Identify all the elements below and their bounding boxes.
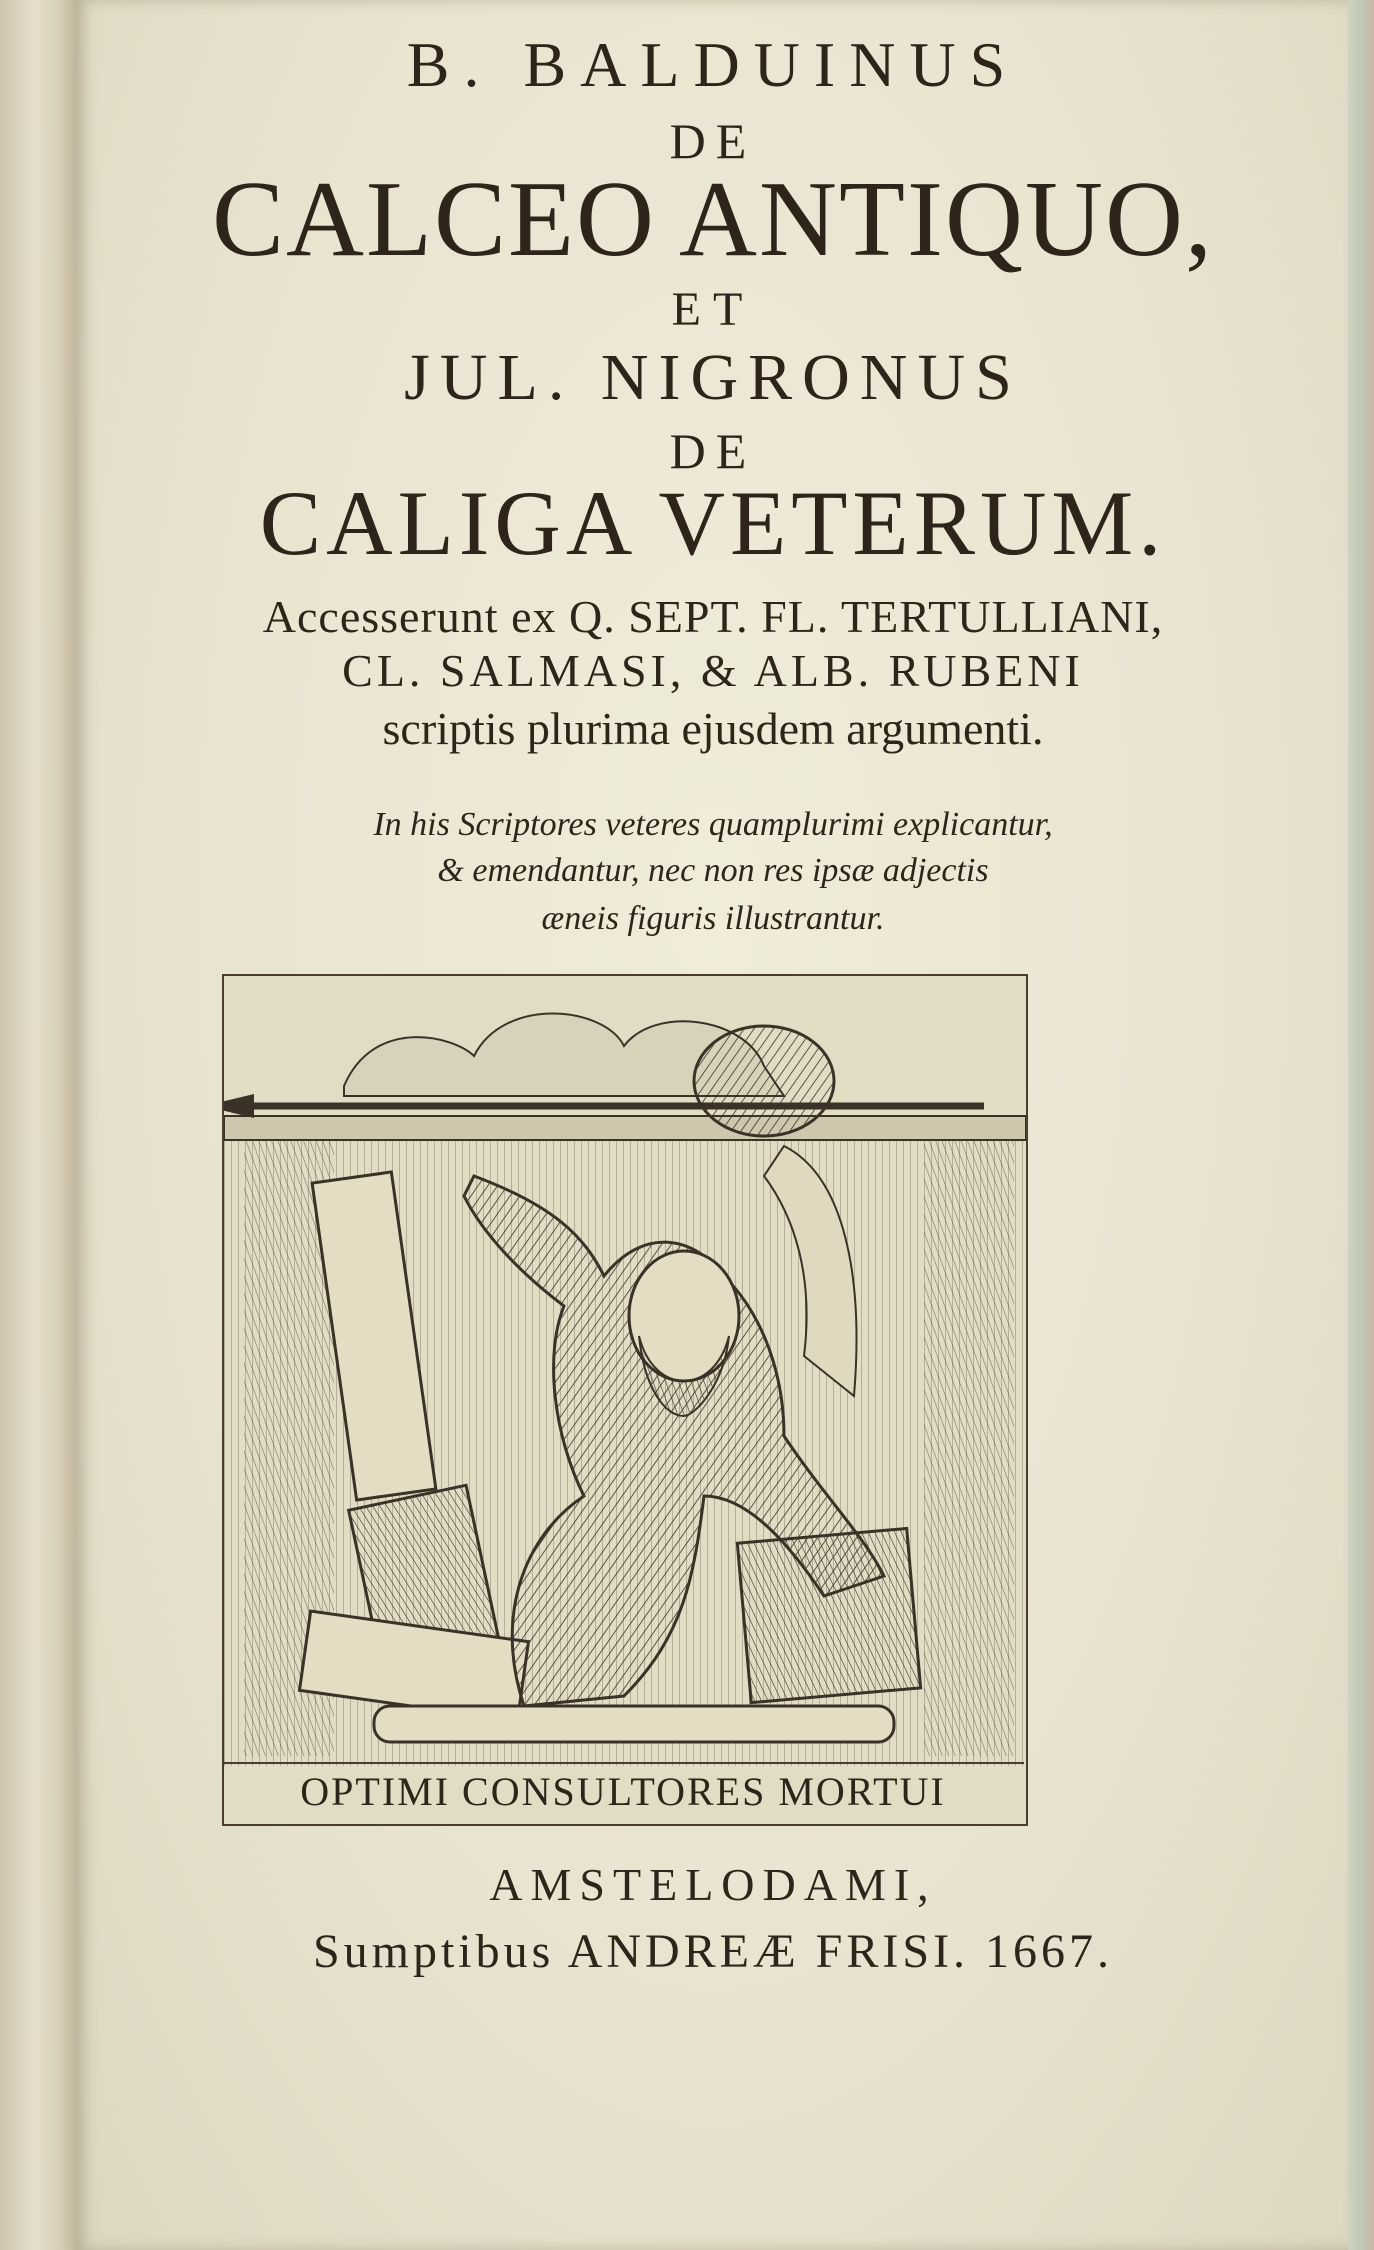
page-fore-edge — [1348, 0, 1374, 2250]
book-open-right — [737, 1528, 920, 1702]
spear-tip — [224, 1094, 254, 1118]
engraving-motto: OPTIMI CONSULTORES MORTUI — [222, 1762, 1024, 1820]
helmet — [694, 1026, 834, 1136]
second-author-line: JUL. NIGRONUS — [404, 341, 1022, 414]
engraving-plate — [222, 974, 1028, 1826]
book-spine-edge — [0, 0, 80, 2250]
imprint-publisher: Sumptibus ANDREÆ FRISI. 1667. — [312, 1925, 1114, 1978]
italic-line-3: æneis figuris illustrantur. — [541, 900, 885, 937]
de-line-1: DE — [669, 113, 757, 169]
additions-line-2: CL. SALMASI, & ALB. RUBENI — [342, 645, 1084, 696]
italic-line-1: In his Scriptores veteres quamplurimi explicantur, — [373, 806, 1053, 843]
main-title: CALCEO ANTIQUO, — [212, 160, 1214, 279]
engraving-illustration — [224, 976, 1026, 1766]
additions-line-1: Accesserunt ex Q. SEPT. FL. TERTULLIANI, — [262, 591, 1164, 642]
et-line: ET — [671, 283, 755, 336]
additions-line-3: scriptis plurima ejusdem argumenti. — [382, 703, 1044, 754]
second-title: CALIGA VETERUM. — [259, 472, 1167, 574]
cornice — [224, 1116, 1026, 1140]
italic-line-2: & emendantur, nec non res ipsæ adjectis — [437, 852, 989, 889]
scroll — [374, 1706, 894, 1742]
de-line-2: DE — [669, 423, 757, 479]
author-line: B. BALDUINUS — [406, 29, 1020, 100]
imprint-place: AMSTELODAMI, — [489, 1859, 937, 1910]
right-pillar — [924, 1136, 1014, 1756]
